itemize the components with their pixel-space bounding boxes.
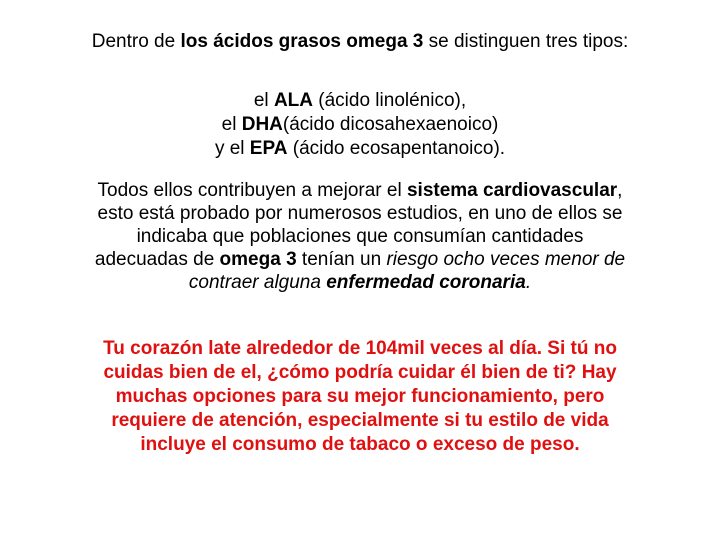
type-description: (ácido linolénico), [313,90,467,111]
type-prefix: y el [214,138,250,159]
type-acronym: EPA [249,138,288,159]
body-line-1 [30,179,690,202]
type-acronym: ALA [273,90,313,111]
body-text: , [617,180,623,201]
type-prefix: el [221,114,242,135]
cardiovascular-paragraph [30,179,690,294]
body-italic-text: . [525,272,532,293]
type-item-ala [0,89,720,113]
body-text: Todos ellos contribuyen a mejorar el [97,180,407,201]
heart-line-3: muchas opciones para su mejor funcionamiento, pero [115,386,605,407]
body-line-2: esto está probado por numerosos estudios, en uno de ellos se [97,203,623,224]
body-text: tenían un [296,249,387,270]
body-italic-text: riesgo ocho veces menor de [386,249,626,270]
heart-paragraph [40,337,680,457]
type-description: (ácido dicosahexaenoico) [282,114,499,135]
heart-line-4: requiere de atención, especialmente si tu estilo de vida [111,410,609,431]
body-bold-text: sistema cardiovascular [406,180,618,201]
type-prefix: el [253,90,274,111]
intro-text-post: se distinguen tres tipos: [423,31,629,52]
body-line-3: indicaba que poblaciones que consumían cantidades [136,226,584,247]
omega-types-list [0,89,720,161]
body-italic-text: contraer alguna [188,272,327,293]
intro-text-bold: los ácidos grasos omega 3 [180,31,424,52]
body-bold-italic-text: enfermedad coronaria [326,272,526,293]
body-line-5 [30,271,690,294]
type-item-dha [0,113,720,137]
body-line-4 [30,248,690,271]
type-item-epa [0,137,720,161]
intro-text-pre: Dentro de [91,31,181,52]
body-text: adecuadas de [94,249,220,270]
body-bold-text: omega 3 [219,249,297,270]
heart-line-2: cuidas bien de el, ¿cómo podría cuidar él bien de ti? Hay [103,362,617,383]
heart-line-1: Tu corazón late alrededor de 104mil veces al día. Si tú no [103,338,617,359]
heart-line-5: incluye el consumo de tabaco o exceso de peso. [140,434,580,455]
intro-paragraph [20,30,700,54]
type-acronym: DHA [241,114,283,135]
type-description: (ácido ecosapentanoico). [287,138,506,159]
